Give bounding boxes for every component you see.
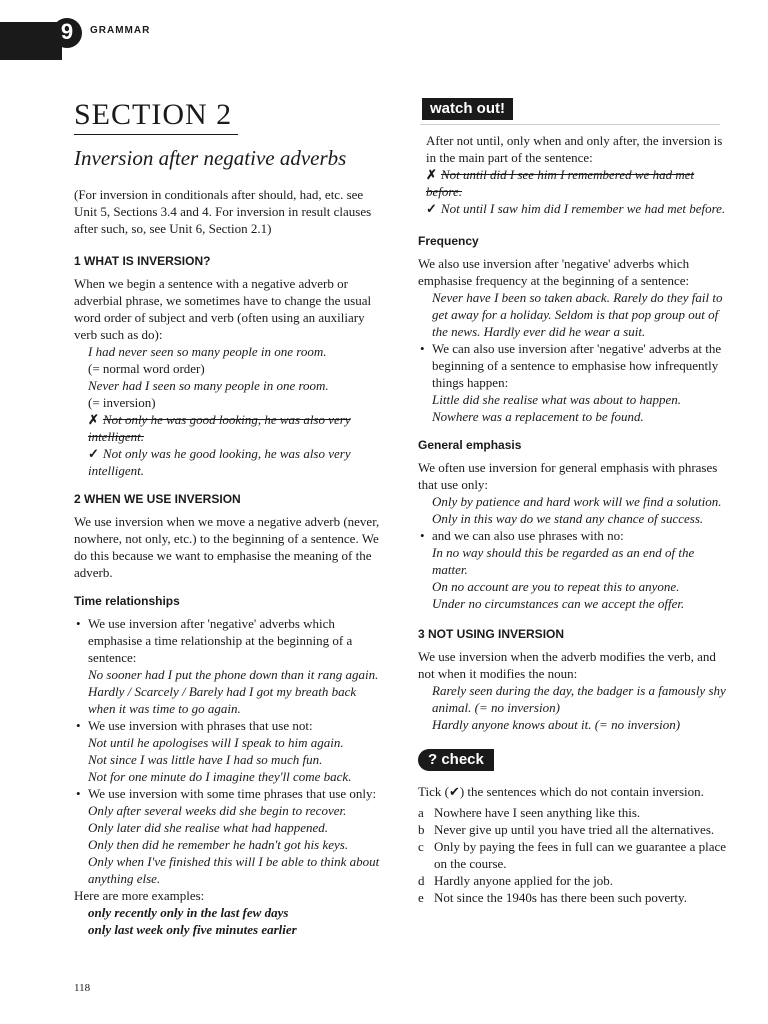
watch-out-body: After not until, only when and only after, the inversion is in the main part of the sentence: bbox=[426, 133, 723, 165]
part1-body: When we begin a sentence with a negative adverb or adverbial phrase, we sometimes have to change the usual word order of subject and verb (often using an auxiliary verb such as do): bbox=[74, 276, 372, 342]
part3-example-1: Rarely seen during the day, the badger is a famously shy animal. (= no inversion) bbox=[432, 683, 726, 715]
chapter-label: GRAMMAR bbox=[90, 25, 151, 36]
frequency-bullet: • We can also use inversion after 'negative' adverbs at the beginning of a sentence to emphasise how infrequently things happen: bbox=[418, 340, 730, 391]
check-label: ? check bbox=[418, 749, 494, 771]
watch-out-right: ✓ Not until I saw him did I remember we had met before. bbox=[426, 201, 726, 216]
only-example-4: Only when I've finished this will I be able to think about anything else. bbox=[88, 854, 380, 886]
time-bullet-1: • We use inversion after 'negative' adverbs which emphasise a time relationship at the beginning of a sentence: bbox=[74, 615, 386, 666]
watch-out-wrong: ✗ Not until did I see him I remembered we had met before. bbox=[426, 167, 695, 199]
part1-example-2: Never had I seen so many people in one room. bbox=[88, 378, 329, 393]
section-title: SECTION 2 bbox=[74, 98, 233, 131]
part1-example-1: I had never seen so many people in one room. bbox=[88, 344, 327, 359]
part1-right-example: ✓ Not only was he good looking, he was also very intelligent. bbox=[88, 446, 351, 478]
check-label-wrap bbox=[418, 749, 730, 771]
section-title-rule bbox=[74, 134, 238, 135]
cross-icon: ✗ bbox=[426, 167, 437, 182]
more-examples-label: Here are more examples: bbox=[74, 888, 205, 903]
check-list bbox=[418, 804, 730, 906]
chapter-badge: 9 bbox=[52, 18, 82, 48]
left-column bbox=[74, 186, 386, 938]
time-example-2: Hardly / Scarcely / Barely had I got my breath back when it was time to go again. bbox=[88, 684, 357, 716]
more-examples-line-1: only recently only in the last few days bbox=[88, 905, 289, 920]
heading-frequency: Frequency bbox=[418, 234, 479, 248]
right-column bbox=[418, 132, 730, 906]
frequency-body: We also use inversion after 'negative' adverbs which emphasise frequency at the beginning of a sentence: bbox=[418, 256, 690, 288]
only-example-1: Only after several weeks did she begin to recover. bbox=[88, 803, 347, 818]
check-item-a: a Nowhere have I seen anything like this. bbox=[418, 805, 641, 820]
watch-out-rule bbox=[420, 124, 720, 125]
frequency-bullet-example-2: Nowhere was a replacement to be found. bbox=[432, 409, 644, 424]
part1-example-2-note: (= inversion) bbox=[88, 395, 156, 410]
check-item-c: c Only by paying the fees in full can we guarantee a place on the course. bbox=[418, 839, 727, 871]
part1-wrong-example: ✗ Not only he was good looking, he was also very intelligent. bbox=[88, 412, 351, 444]
heading-what-is-inversion: 1 WHAT IS INVERSION? bbox=[74, 254, 211, 268]
general-body: We often use inversion for general emphasis with phrases that use only: bbox=[418, 460, 718, 492]
time-example-1: No sooner had I put the phone down than it rang again. bbox=[88, 667, 379, 682]
check-item-e: e Not since the 1940s has there been such poverty. bbox=[418, 890, 687, 905]
watch-out-label: watch out! bbox=[422, 98, 513, 120]
not-example-2: Not since I was little have I had so much fun. bbox=[88, 752, 323, 767]
only-example-2: Only later did she realise what had happened. bbox=[88, 820, 328, 835]
page-number: 118 bbox=[74, 982, 91, 994]
check-item-d: d Hardly anyone applied for the job. bbox=[418, 873, 614, 888]
heading-not-using-inversion: 3 NOT USING INVERSION bbox=[418, 627, 565, 641]
only-example-3: Only then did he remember he hadn't got his keys. bbox=[88, 837, 349, 852]
more-examples-line-2: only last week only five minutes earlier bbox=[88, 922, 297, 937]
heading-general-emphasis: General emphasis bbox=[418, 438, 522, 452]
heading-when-we-use-inversion: 2 WHEN WE USE INVERSION bbox=[74, 492, 241, 506]
part3-example-2: Hardly anyone knows about it. (= no inversion) bbox=[432, 717, 681, 732]
general-bullet: • and we can also use phrases with no: bbox=[418, 527, 730, 544]
tick-icon: ✓ bbox=[88, 446, 99, 461]
check-item-b: b Never give up until you have tried all the alternatives. bbox=[418, 822, 715, 837]
watch-out-label-wrap bbox=[418, 98, 513, 120]
tick-icon: ✓ bbox=[426, 201, 437, 216]
section-subtitle: Inversion after negative adverbs bbox=[74, 146, 347, 170]
not-example-1: Not until he apologises will I speak to him again. bbox=[88, 735, 344, 750]
part1-example-1-note: (= normal word order) bbox=[88, 361, 205, 376]
not-example-3: Not for one minute do I imagine they'll come back. bbox=[88, 769, 352, 784]
heading-time-relationships: Time relationships bbox=[74, 594, 180, 608]
general-bullet-example-1: In no way should this be regarded as an end of the matter. bbox=[432, 545, 695, 577]
check-instruction: Tick (✔) the sentences which do not contain inversion. bbox=[418, 784, 704, 799]
general-bullet-example-2: On no account are you to repeat this to anyone. bbox=[432, 579, 680, 594]
general-bullet-example-3: Under no circumstances can we accept the offer. bbox=[432, 596, 685, 611]
general-example-1: Only by patience and hard work will we find a solution. bbox=[432, 494, 722, 509]
frequency-bullet-example-1: Little did she realise what was about to happen. bbox=[432, 392, 682, 407]
general-example-2: Only in this way do we stand any chance of success. bbox=[432, 511, 704, 526]
frequency-examples: Never have I been so taken aback. Rarely do they fail to get away for a holiday. Seldom is that pop group out of the news. Hardly ever did he wear a suit. bbox=[432, 290, 723, 339]
cross-icon: ✗ bbox=[88, 412, 99, 427]
part3-body: We use inversion when the adverb modifies the verb, and not when it modifies the noun: bbox=[418, 649, 716, 681]
intro-text: (For inversion in conditionals after should, had, etc. see Unit 5, Sections 3.4 and 4. For inversion in result clauses after such, so, see Unit 6, Section 2.1) bbox=[74, 187, 372, 236]
time-bullet-3: • We use inversion with some time phrases that use only: bbox=[74, 785, 386, 802]
time-bullet-2: • We use inversion with phrases that use not: bbox=[74, 717, 386, 734]
part2-body: We use inversion when we move a negative adverb (never, nowhere, not only, etc.) to the beginning of a sentence. We do this because we want to emphasise the meaning of the adverb. bbox=[74, 514, 380, 580]
